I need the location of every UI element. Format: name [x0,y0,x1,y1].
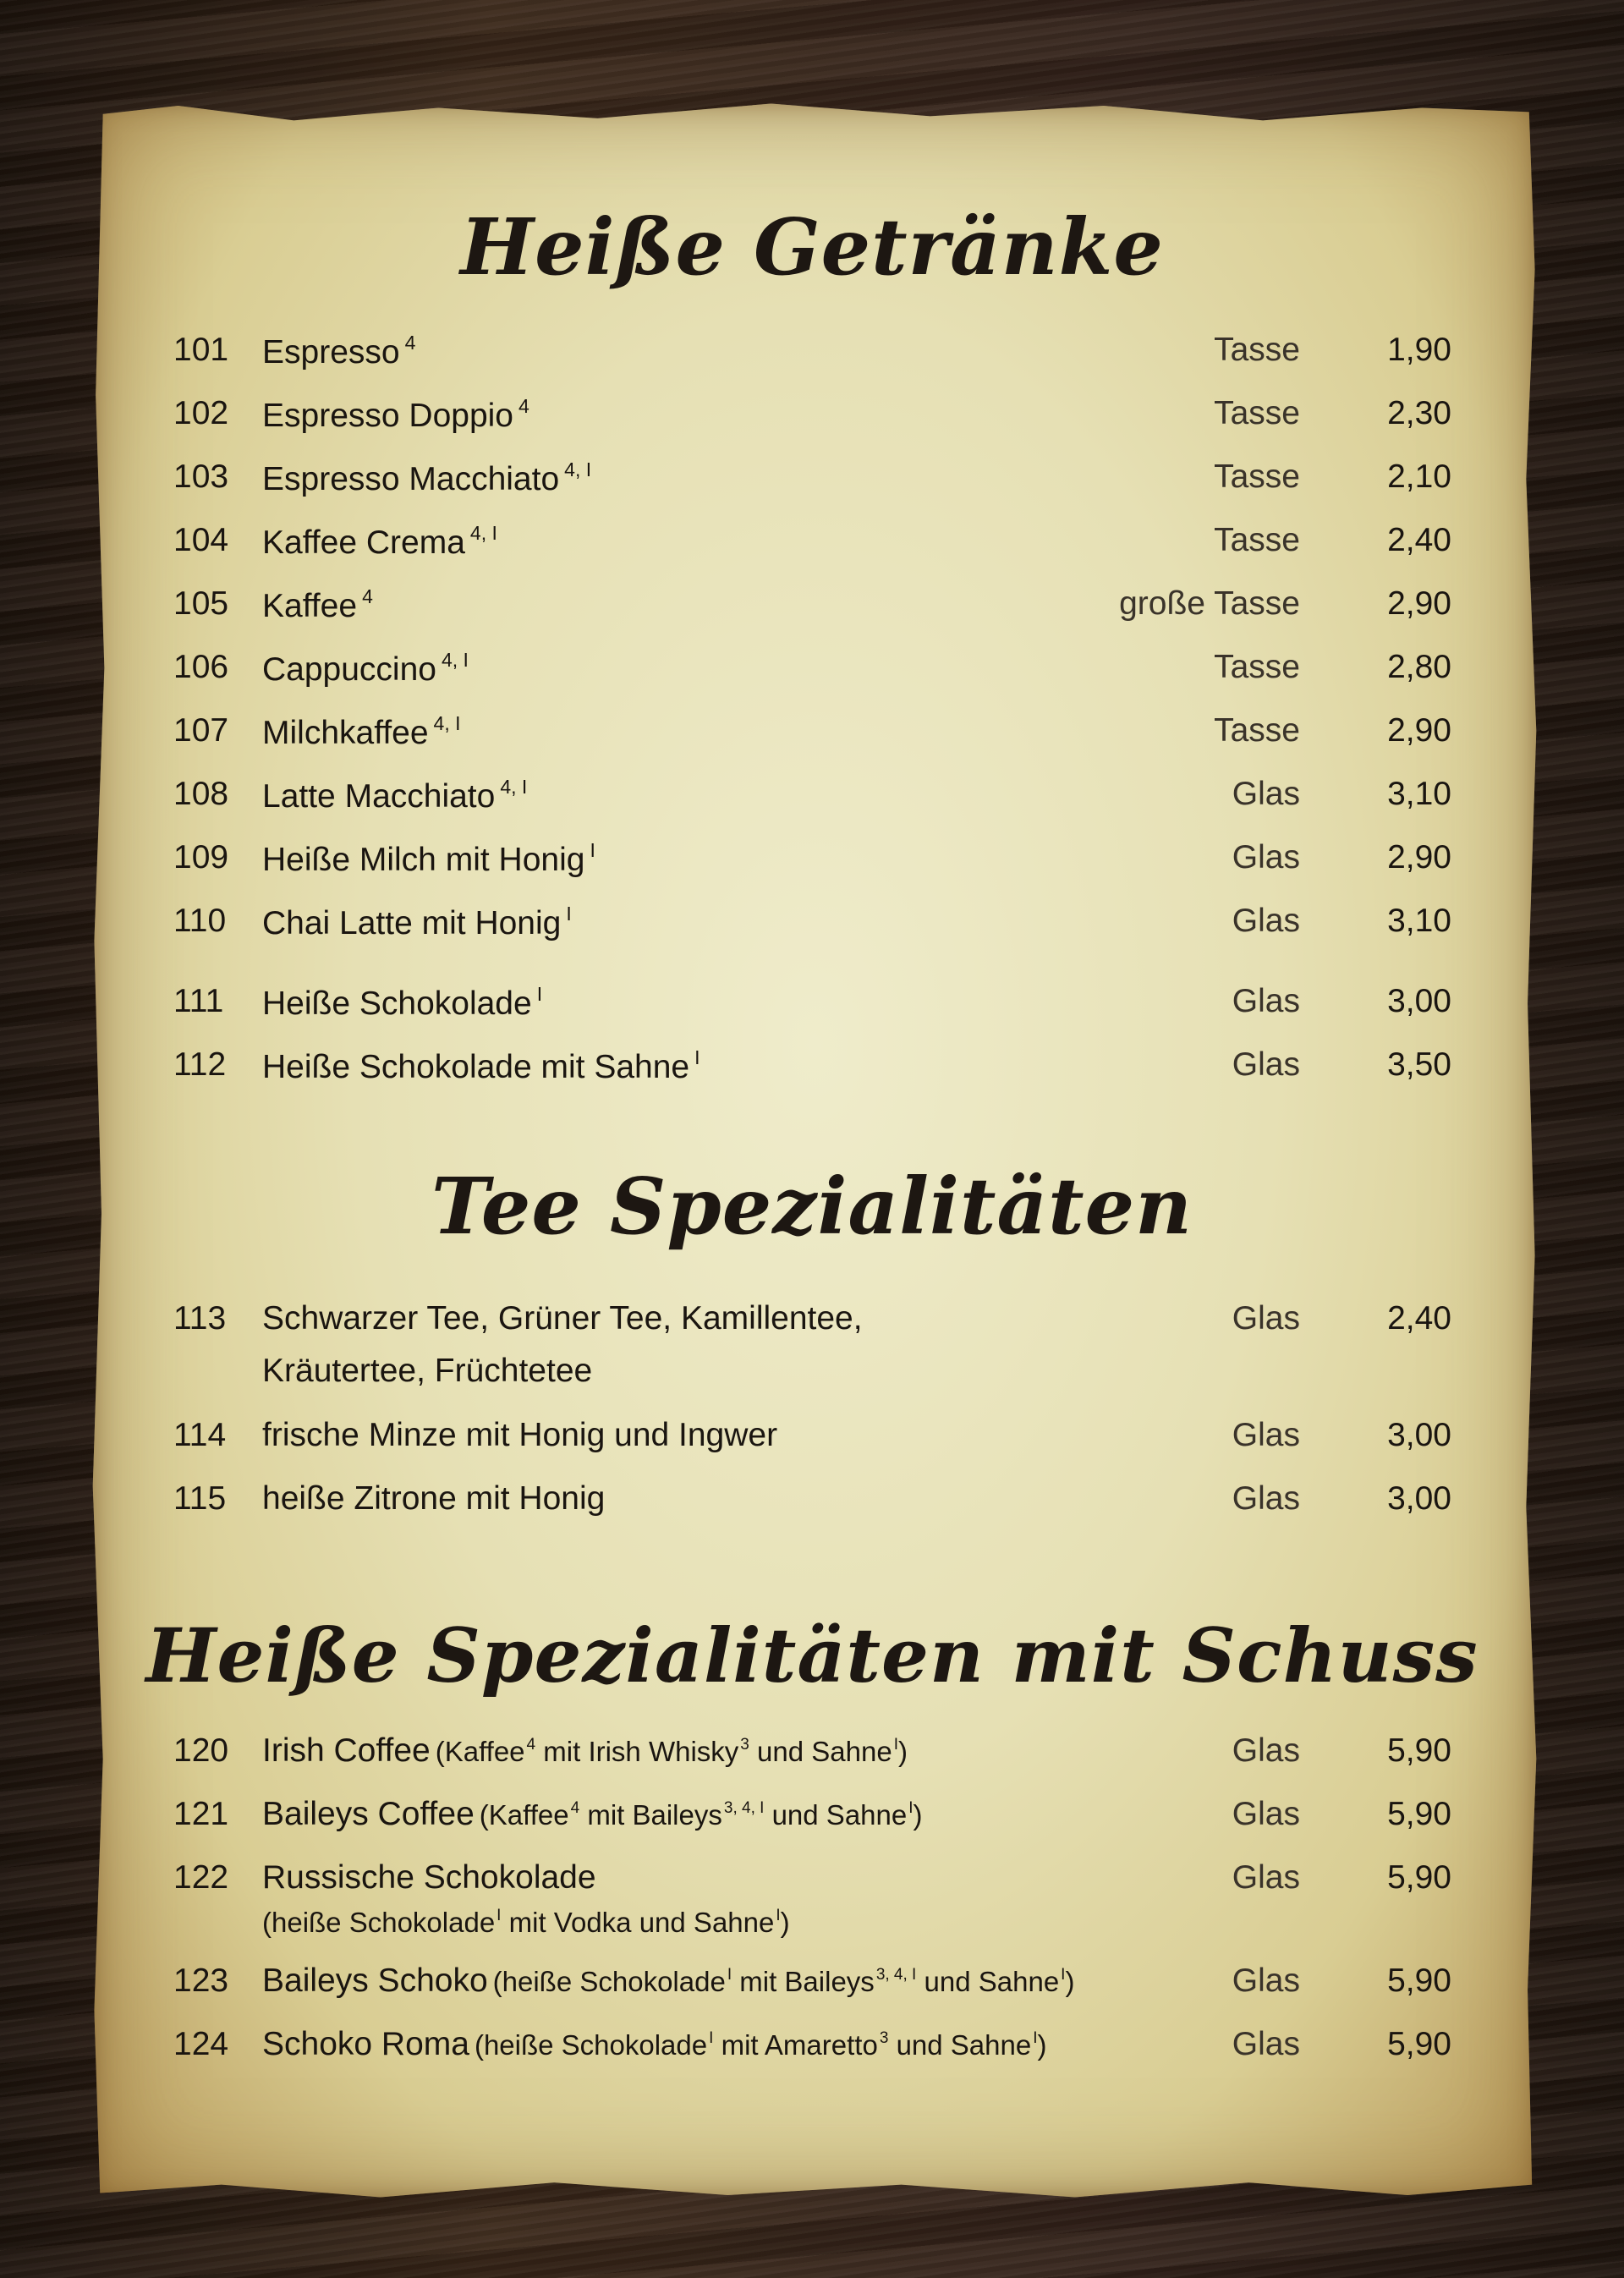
item-unit: große Tasse [1119,585,1300,622]
item-description: (heiße Schokolade $^I$ mit Vodka und Sahne $^I$) [262,1907,790,1938]
menu-item [0,776,1624,820]
item-unit: Glas [1232,1300,1300,1337]
menu-item [0,2026,1624,2070]
allergen-marker: I [536,983,543,1005]
item-price: 5,90 [1387,1796,1451,1832]
menu-item [0,1859,1624,1944]
item-number: 114 [173,1417,227,1453]
section-title-tee-spezialitaeten: Tee Spezialitäten [431,1161,1193,1252]
menu-item [0,1732,1624,1776]
item-number: 112 [173,1046,227,1083]
item-name: Latte Macchiato $^{4, I}$ [262,776,528,815]
item-price: 3,00 [1387,983,1451,1019]
item-price: 2,40 [1387,1300,1451,1337]
item-unit: Tasse [1214,712,1300,749]
allergen-marker: 4, I [441,649,469,671]
menu-item [0,1796,1624,1840]
item-name: heiße Zitrone mit Honig [262,1480,606,1517]
item-number: 110 [173,903,227,939]
allergen-marker: I [694,1046,700,1068]
menu-item [0,1480,1624,1524]
item-unit: Glas [1232,1417,1300,1453]
menu-item [0,839,1624,883]
item-name: Baileys Coffee (Kaffee $^4$ mit Baileys $^{3, 4, I}$ und Sahne $^I$) [262,1796,923,1832]
allergen-marker: I [566,903,572,925]
menu-item [0,585,1624,629]
menu-item [0,458,1624,502]
allergen-marker: 4, I [433,712,461,734]
item-number: 124 [173,2026,229,2062]
menu-item [0,712,1624,756]
item-name: Russische Schokolade [262,1859,596,1896]
item-price: 2,10 [1387,458,1451,495]
item-price: 5,90 [1387,1859,1451,1896]
item-unit: Glas [1232,1859,1300,1896]
menu-item [0,1962,1624,2006]
item-price: 3,10 [1387,903,1451,939]
item-unit: Tasse [1214,458,1300,495]
menu-item [0,1417,1624,1461]
menu-item [0,332,1624,376]
item-name: Milchkaffee $^{4, I}$ [262,712,461,751]
menu-item [0,1300,1624,1393]
item-number: 106 [173,649,229,685]
item-unit: Glas [1232,1796,1300,1832]
item-name: Irish Coffee (Kaffee $^4$ mit Irish Whisky $^3$ und Sahne $^I$) [262,1732,908,1769]
item-name: Baileys Schoko (heiße Schokolade $^I$ mit Baileys $^{3, 4, I}$ und Sahne $^I$) [262,1962,1075,1999]
item-name: Heiße Milch mit Honig $^I$ [262,839,595,878]
allergen-marker: 4, I [469,522,497,544]
item-unit: Tasse [1214,649,1300,685]
item-name: Heiße Schokolade mit Sahne $^I$ [262,1046,700,1085]
item-price: 1,90 [1387,332,1451,368]
item-description: (Kaffee $^4$ mit Baileys $^{3, 4, I}$ und Sahne $^I$) [479,1799,923,1831]
item-name: Cappuccino $^{4, I}$ [262,649,469,688]
item-price: 3,50 [1387,1046,1451,1083]
item-unit: Glas [1232,983,1300,1019]
item-description: (Kaffee $^4$ mit Irish Whisky $^3$ und Sahne $^I$) [435,1736,908,1767]
item-number: 121 [173,1796,229,1832]
allergen-marker: 4, I [564,458,592,480]
item-name: Espresso Macchiato $^{4, I}$ [262,458,592,497]
item-number: 107 [173,712,229,749]
item-unit: Tasse [1214,332,1300,368]
item-price: 2,90 [1387,585,1451,622]
item-name: Espresso $^4$ [262,332,416,371]
item-number: 101 [173,332,229,368]
item-name: frische Minze mit Honig und Ingwer [262,1417,778,1453]
menu-item [0,395,1624,439]
item-number: 104 [173,522,229,558]
item-name: Kaffee $^4$ [262,585,373,624]
item-description: (heiße Schokolade $^I$ mit Baileys $^{3, 4, I}$ und Sahne $^I$) [492,1966,1075,1997]
item-unit: Glas [1232,1480,1300,1517]
item-name: Schoko Roma (heiße Schokolade $^I$ mit Amaretto $^3$ und Sahne $^I$) [262,2026,1047,2062]
item-price: 2,30 [1387,395,1451,431]
allergen-marker: 4 [404,332,416,354]
item-price: 3,00 [1387,1417,1451,1453]
item-number: 111 [173,983,224,1019]
menu-item [0,522,1624,566]
item-unit: Glas [1232,1046,1300,1083]
item-name: Chai Latte mit Honig $^I$ [262,903,572,941]
item-number: 109 [173,839,229,876]
item-price: 5,90 [1387,1732,1451,1769]
item-number: 115 [173,1480,227,1517]
item-name: Schwarzer Tee, Grüner Tee, Kamillentee, [262,1300,863,1337]
section-title-heisse-getraenke: Heiße Getränke [460,201,1164,293]
item-description: (heiße Schokolade $^I$ mit Amaretto $^3$ und Sahne $^I$) [474,2029,1047,2061]
item-number: 105 [173,585,229,622]
item-price: 3,10 [1387,776,1451,812]
item-unit: Glas [1232,1962,1300,1999]
item-price: 5,90 [1387,2026,1451,2062]
item-price: 3,00 [1387,1480,1451,1517]
item-unit: Glas [1232,776,1300,812]
item-unit: Glas [1232,903,1300,939]
section-title-heisse-spezialitaeten-mit-schuss: Heiße Spezialitäten mit Schuss [145,1611,1479,1699]
allergen-marker: 4, I [500,776,528,798]
menu-item [0,903,1624,947]
allergen-marker: 4 [362,585,373,607]
item-number: 103 [173,458,229,495]
item-number: 123 [173,1962,229,1999]
menu-item [0,649,1624,693]
item-unit: Glas [1232,1732,1300,1769]
item-number: 122 [173,1859,229,1896]
item-number: 120 [173,1732,229,1769]
item-price: 2,40 [1387,522,1451,558]
item-price: 2,90 [1387,839,1451,876]
item-name: Heiße Schokolade $^I$ [262,983,543,1022]
item-unit: Glas [1232,2026,1300,2062]
item-price: 2,80 [1387,649,1451,685]
menu-item [0,983,1624,1027]
item-unit: Tasse [1214,522,1300,558]
item-price: 2,90 [1387,712,1451,749]
menu-item [0,1046,1624,1090]
allergen-marker: I [590,839,595,861]
item-price: 5,90 [1387,1962,1451,1999]
item-unit: Tasse [1214,395,1300,431]
item-number: 108 [173,776,229,812]
item-number: 113 [173,1300,227,1337]
allergen-marker: 4 [518,395,529,417]
item-number: 102 [173,395,229,431]
item-unit: Glas [1232,839,1300,876]
item-name-continued: Kräutertee, Früchtetee [262,1353,593,1389]
item-name: Espresso Doppio $^4$ [262,395,529,434]
item-name: Kaffee Crema $^{4, I}$ [262,522,497,561]
